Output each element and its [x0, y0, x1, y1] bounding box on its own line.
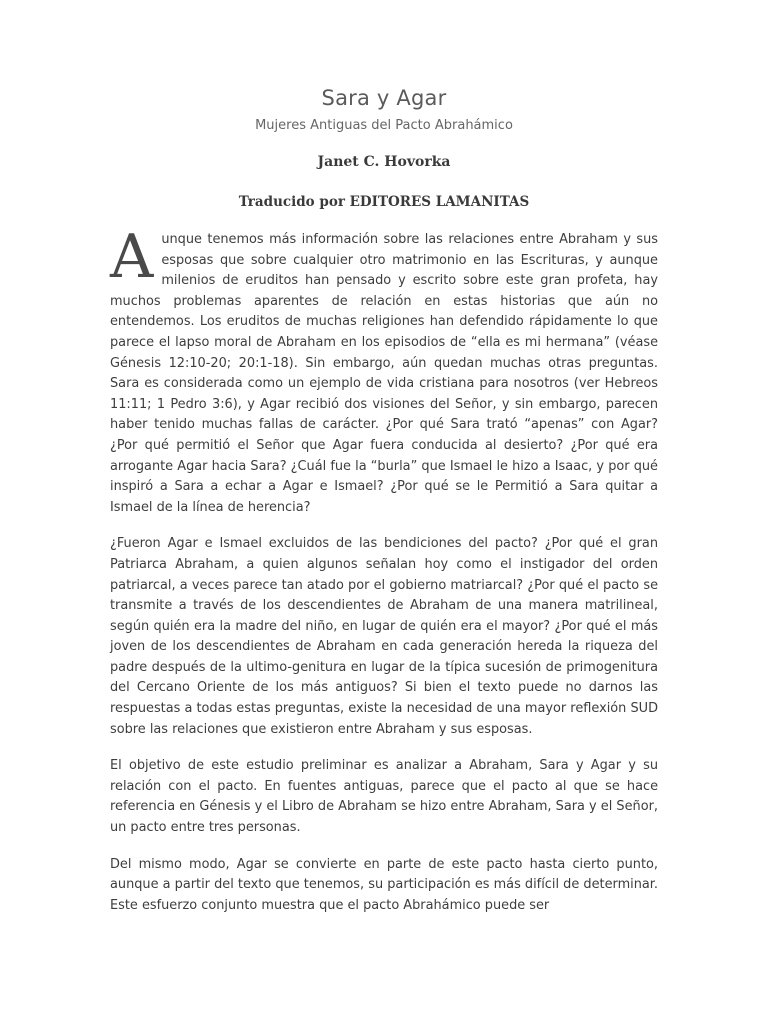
document-translator: Traducido por EDITORES LAMANITAS: [238, 194, 530, 210]
paragraph-1-text: unque tenemos más información sobre las relaciones entre Abraham y sus esposas que sobre cualquier otro matrimonio en las Escrituras, y aunque milenios de eruditos han pensado y escrito sobre este gran profeta, hay muchos problemas aparentes de relación en estas historias que aún no entendemos. Los eruditos de muchas religiones han defendido rápidamente lo que parece el lapso moral de Abraham en los episodios de “ella es mi hermana” (véase Génesis 12:10-20; 20:1-18). Sin embargo, aún quedan muchas otras preguntas. Sara es considerada como un ejemplo de vida cristiana para nosotros (ver Hebreos 11:11; 1 Pedro 3:6), y Agar recibió dos visiones del Señor, y sin embargo, parecen haber tenido muchas fallas de carácter. ¿Por qué Sara trató “apenas” con Agar? ¿Por qué permitió el Señor que Agar fuera conducida al desierto? ¿Por qué era arrogante Agar hacia Sara? ¿Cuál fue la “burla” que Ismael le hizo a Isaac, y por qué inspiró a Sara a echar a Agar e Ismael? ¿Por qué se le Permitió a Sara quitar a Ismael de la línea de herencia?: [110, 232, 658, 515]
paragraph-4: Del mismo modo, Agar se convierte en parte de este pacto hasta cierto punto, aunque a partir del texto que tenemos, su participación es más difícil de determinar. Este esfuerzo conjunto muestra que el pacto Abrahámico puede ser: [110, 856, 658, 913]
paragraph-1: [110, 222, 658, 518]
document-page: [110, 86, 658, 932]
paragraph-2: ¿Fueron Agar e Ismael excluidos de las bendiciones del pacto? ¿Por qué el gran Patriarca Abraham, a quien algunos señalan hoy como el instigador del orden patriarcal, a veces parece tan atado por el gobierno matriarcal? ¿Por qué el pacto se transmite a través de los descendientes de Abraham de una manera matrilineal, según quién era la madre del niño, en lugar de quién era el mayor? ¿Por qué el más joven de los descendientes de Abraham en cada generación hereda la riqueza del padre después de la ultimo-genitura en lugar de la típica sucesión de primogenitura del Cercano Oriente de los más antiguos? Si bien el texto puede no darnos las respuestas a todas estas preguntas, existe la necesidad de una mayor reflexión SUD sobre las relaciones que existieron entre Abraham y sus esposas.: [110, 536, 658, 737]
document-author: Janet C. Hovorka: [317, 154, 451, 170]
document-subtitle: Mujeres Antiguas del Pacto Abrahámico: [255, 118, 513, 133]
drop-cap: A: [110, 222, 154, 292]
document-title: Sara y Agar: [321, 86, 447, 110]
paragraph-3: El objetivo de este estudio preliminar es analizar a Abraham, Sara y Agar y su relación con el pacto. En fuentes antiguas, parece que el pacto al que se hace referencia en Génesis y el Libro de Abraham se hizo entre Abraham, Sara y el Señor, un pacto entre tres personas.: [110, 758, 658, 836]
document-body: [110, 222, 658, 916]
